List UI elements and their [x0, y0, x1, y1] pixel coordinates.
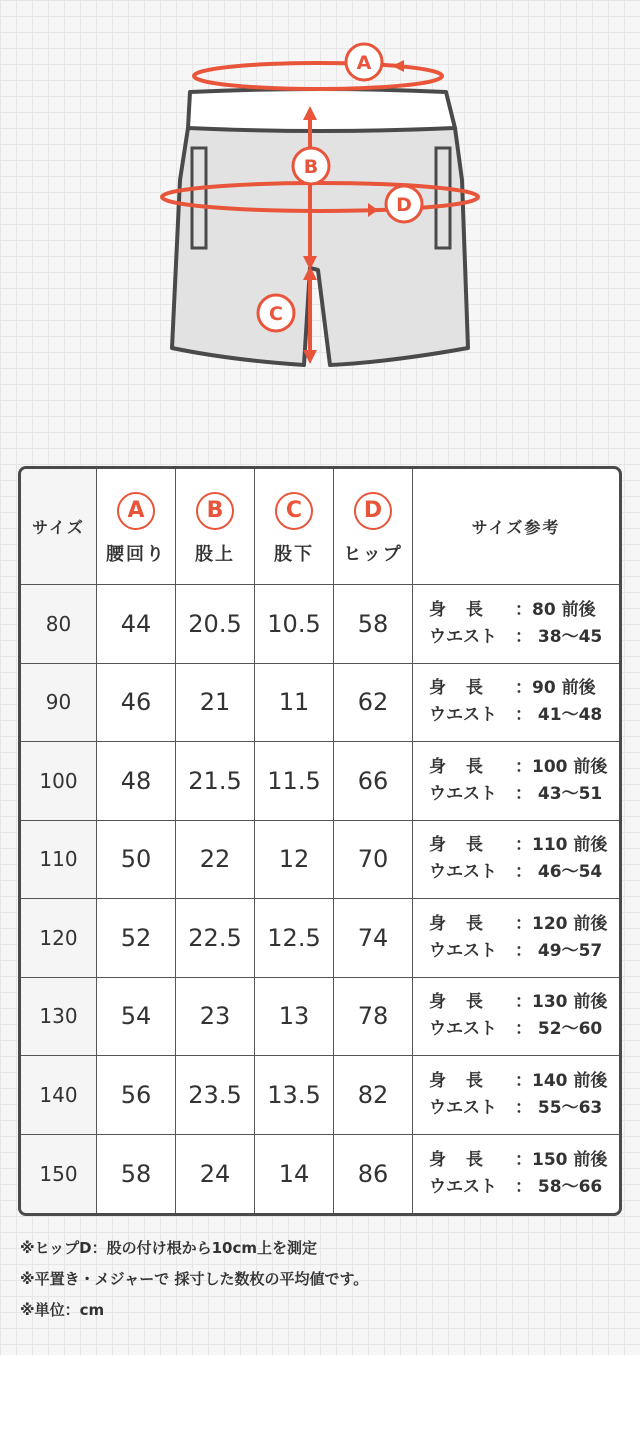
reference-waist-value: ： 41～48	[515, 705, 603, 726]
cell-waist	[97, 664, 176, 743]
reference-waist-line	[429, 781, 602, 808]
cell-rise-value: 21	[199, 688, 231, 717]
cell-rise	[176, 978, 255, 1057]
reference-height-label: 身長	[429, 678, 503, 699]
cell-inseam	[255, 899, 334, 978]
svg-text:D: D	[396, 194, 412, 216]
cell-inseam	[255, 664, 334, 743]
cell-hip	[334, 664, 413, 743]
marker-b	[293, 148, 329, 184]
marker-c-badge: C	[275, 492, 313, 530]
reference-waist-label: ウエスト	[429, 940, 497, 961]
reference-waist-label: ウエスト	[429, 705, 497, 726]
reference-height-label: 身長	[429, 599, 503, 620]
reference-height-label: 身長	[429, 1070, 503, 1091]
reference-height-label: 身長	[429, 913, 503, 934]
reference-waist-line	[429, 859, 602, 886]
marker-b-badge: B	[196, 492, 234, 530]
svg-text:B: B	[303, 156, 319, 178]
reference-height-label: 身長	[429, 756, 503, 777]
cell-hip-value: 74	[357, 923, 389, 952]
header-waist-label: 腰回り	[106, 543, 166, 565]
cell-waist	[97, 1056, 176, 1135]
cell-waist-value: 56	[120, 1080, 152, 1109]
cell-size-value: 130	[39, 1004, 78, 1029]
cell-hip	[334, 585, 413, 664]
cell-size	[21, 585, 97, 664]
cell-hip	[334, 1056, 413, 1135]
marker-a	[346, 44, 382, 80]
cell-size-value: 90	[45, 690, 72, 715]
reference-waist-line	[429, 702, 602, 729]
header-rise-label: 股上	[195, 543, 235, 565]
cell-inseam-value: 12	[278, 845, 310, 874]
cell-size-value: 100	[39, 768, 78, 793]
reference-waist-value: ： 38～45	[515, 626, 603, 647]
reference-height-value: ：90 前後	[515, 678, 596, 699]
cell-inseam	[255, 1056, 334, 1135]
reference-height-value: ：130 前後	[515, 992, 608, 1013]
marker-d-badge: D	[354, 492, 392, 530]
cell-inseam-value: 10.5	[267, 609, 321, 638]
cell-size	[21, 1135, 97, 1214]
cell-waist	[97, 1135, 176, 1214]
reference-waist-value: ： 49～57	[515, 940, 603, 961]
header-hip	[334, 469, 413, 585]
cell-hip-value: 70	[357, 845, 389, 874]
cell-size-value: 150	[39, 1161, 78, 1186]
cell-hip-value: 62	[357, 688, 389, 717]
size-chart-table	[18, 466, 622, 1216]
cell-waist	[97, 821, 176, 900]
reference-height-label: 身長	[429, 992, 503, 1013]
cell-reference	[413, 899, 619, 978]
cell-size-value: 120	[39, 925, 78, 950]
cell-inseam-value: 12.5	[267, 923, 321, 952]
cell-hip-value: 78	[357, 1002, 389, 1031]
note-method: ※平置き・メジャーで 採寸した数枚の平均値です。	[20, 1270, 369, 1288]
cell-size	[21, 821, 97, 900]
cell-inseam	[255, 821, 334, 900]
cell-rise-value: 24	[199, 1159, 231, 1188]
reference-height-value: ：110 前後	[515, 835, 608, 856]
cell-rise	[176, 664, 255, 743]
reference-height-line	[429, 675, 596, 702]
reference-height-value: ：100 前後	[515, 756, 608, 777]
svg-text:A: A	[356, 52, 372, 74]
cell-waist-value: 58	[120, 1159, 152, 1188]
cell-rise	[176, 899, 255, 978]
header-reference	[413, 469, 619, 585]
reference-height-line	[429, 832, 607, 859]
cell-inseam-value: 13.5	[267, 1080, 321, 1109]
cell-rise	[176, 1056, 255, 1135]
reference-height-line	[429, 597, 596, 624]
cell-waist	[97, 585, 176, 664]
reference-waist-line	[429, 1016, 602, 1043]
reference-waist-value: ： 52～60	[515, 1019, 603, 1040]
reference-height-line	[429, 1147, 607, 1174]
reference-waist-line	[429, 938, 602, 965]
shorts-illustration	[0, 0, 640, 460]
header-inseam	[255, 469, 334, 585]
notes	[20, 1234, 368, 1327]
cell-rise-value: 22.5	[188, 923, 242, 952]
cell-waist-value: 44	[120, 609, 152, 638]
cell-inseam-value: 11.5	[267, 766, 321, 795]
cell-rise-value: 23.5	[188, 1080, 242, 1109]
cell-waist	[97, 978, 176, 1057]
cell-size	[21, 664, 97, 743]
header-rise	[176, 469, 255, 585]
measure-line-a	[194, 63, 442, 89]
cell-waist-value: 52	[120, 923, 152, 952]
cell-hip-value: 82	[357, 1080, 389, 1109]
reference-waist-label: ウエスト	[429, 1097, 497, 1118]
cell-rise	[176, 821, 255, 900]
reference-waist-label: ウエスト	[429, 1019, 497, 1040]
reference-waist-value: ： 43～51	[515, 783, 603, 804]
cell-rise-value: 20.5	[188, 609, 242, 638]
cell-waist	[97, 899, 176, 978]
reference-height-value: ：150 前後	[515, 1149, 608, 1170]
cell-inseam-value: 11	[278, 688, 310, 717]
reference-waist-label: ウエスト	[429, 626, 497, 647]
cell-waist-value: 48	[120, 766, 152, 795]
cell-rise-value: 22	[199, 845, 231, 874]
reference-height-line	[429, 911, 607, 938]
header-size-label: サイズ	[32, 518, 85, 537]
reference-height-value: ：80 前後	[515, 599, 596, 620]
note-unit: ※単位：cm	[20, 1301, 105, 1319]
cell-hip	[334, 742, 413, 821]
reference-waist-label: ウエスト	[429, 783, 497, 804]
reference-height-label: 身長	[429, 1149, 503, 1170]
cell-hip	[334, 821, 413, 900]
cell-inseam	[255, 742, 334, 821]
cell-hip	[334, 978, 413, 1057]
reference-height-value: ：120 前後	[515, 913, 608, 934]
cell-rise	[176, 742, 255, 821]
reference-height-value: ：140 前後	[515, 1070, 608, 1091]
cell-size	[21, 978, 97, 1057]
cell-waist	[97, 742, 176, 821]
header-reference-label: サイズ参考	[471, 518, 561, 537]
cell-size-value: 80	[45, 611, 72, 636]
cell-hip	[334, 899, 413, 978]
reference-waist-label: ウエスト	[429, 1176, 497, 1197]
cell-reference	[413, 742, 619, 821]
cell-hip	[334, 1135, 413, 1214]
cell-waist-value: 54	[120, 1002, 152, 1031]
header-size	[21, 469, 97, 585]
header-inseam-label: 股下	[274, 543, 314, 565]
reference-waist-value: ： 55～63	[515, 1097, 603, 1118]
cell-inseam	[255, 585, 334, 664]
cell-inseam-value: 13	[278, 1002, 310, 1031]
svg-text:C: C	[269, 303, 283, 325]
cell-size	[21, 899, 97, 978]
cell-hip-value: 86	[357, 1159, 389, 1188]
cell-inseam-value: 14	[278, 1159, 310, 1188]
cell-reference	[413, 1056, 619, 1135]
cell-reference	[413, 1135, 619, 1214]
header-waist	[97, 469, 176, 585]
cell-size	[21, 1056, 97, 1135]
cell-waist-value: 46	[120, 688, 152, 717]
reference-height-label: 身長	[429, 835, 503, 856]
cell-waist-value: 50	[120, 845, 152, 874]
reference-height-line	[429, 989, 607, 1016]
note-hip-measure: ※ヒップD：股の付け根から10cm上を測定	[20, 1239, 317, 1257]
reference-waist-value: ： 58～66	[515, 1176, 603, 1197]
cell-reference	[413, 821, 619, 900]
marker-a-badge: A	[117, 492, 155, 530]
cell-reference	[413, 664, 619, 743]
cell-rise-value: 23	[199, 1002, 231, 1031]
cell-size-value: 110	[39, 847, 78, 872]
reference-waist-line	[429, 1174, 602, 1201]
cell-inseam	[255, 978, 334, 1057]
cell-reference	[413, 978, 619, 1057]
cell-size-value: 140	[39, 1082, 78, 1107]
cell-hip-value: 66	[357, 766, 389, 795]
marker-c	[258, 295, 294, 331]
shorts-measurement-diagram	[0, 0, 640, 460]
reference-waist-label: ウエスト	[429, 862, 497, 883]
reference-waist-line	[429, 624, 602, 651]
marker-d	[386, 186, 422, 222]
cell-reference	[413, 585, 619, 664]
cell-size	[21, 742, 97, 821]
reference-height-line	[429, 754, 607, 781]
cell-hip-value: 58	[357, 609, 389, 638]
cell-rise	[176, 1135, 255, 1214]
header-hip-label: ヒップ	[343, 543, 403, 565]
cell-rise-value: 21.5	[188, 766, 242, 795]
reference-waist-line	[429, 1095, 602, 1122]
cell-inseam	[255, 1135, 334, 1214]
shorts-waistband	[188, 89, 455, 131]
reference-height-line	[429, 1068, 607, 1095]
reference-waist-value: ： 46～54	[515, 862, 603, 883]
cell-rise	[176, 585, 255, 664]
